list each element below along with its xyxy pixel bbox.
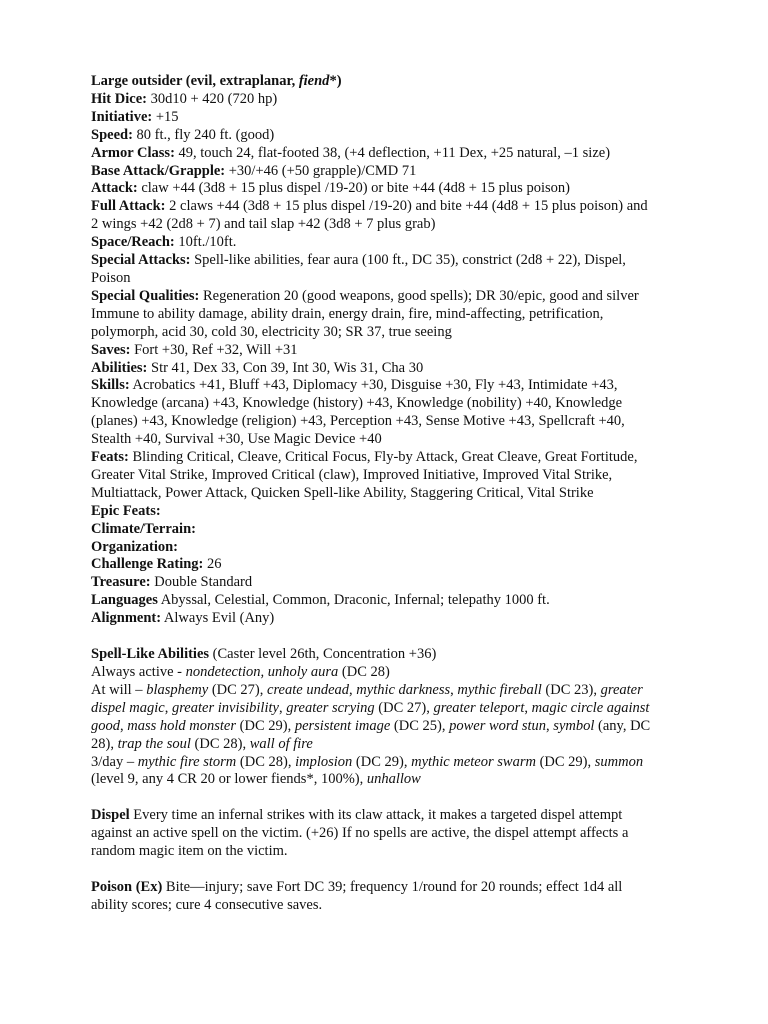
spell-text: (any, DC (594, 717, 651, 734)
spell-name: symbol (553, 717, 595, 734)
poison-line-2: ability scores; cure 4 consecutive saves. (91, 896, 323, 913)
special-attacks-line (91, 252, 681, 270)
spell-text: (DC 23), (541, 681, 601, 698)
spell-like-heading (91, 646, 681, 664)
abilities-value: Str 41, Dex 33, Con 39, Int 30, Wis 31, Cha 30 (147, 359, 424, 376)
spell-text: (DC 29), (535, 753, 595, 770)
special-attacks-value: Spell-like abilities, fear aura (100 ft., DC 35), constrict (2d8 + 22), Dispel, (190, 252, 626, 269)
spell-name: mythic darkness (356, 681, 451, 698)
special-qualities-line-2: Immune to ability damage, ability drain, energy drain, fire, mind-affecting, petrification, (91, 305, 604, 322)
base-attack-line (91, 163, 681, 181)
spell-text: At will – (91, 681, 147, 698)
spell-name: good (91, 717, 120, 734)
spell-name: summon (594, 753, 644, 770)
stat-block (91, 73, 681, 915)
special-qualities-line (91, 288, 681, 306)
saves-value: Fort +30, Ref +32, Will +31 (130, 341, 298, 358)
initiative-line (91, 109, 681, 127)
section-spacer (91, 789, 681, 807)
space-reach-line (91, 234, 681, 252)
languages-value: Abyssal, Celestial, Common, Draconic, Infernal; telepathy 1000 ft. (157, 592, 550, 609)
spell-name: unhallow (366, 771, 421, 788)
attack-value: claw +44 (3d8 + 15 plus dispel /19-20) or bite +44 (4d8 + 15 plus poison) (137, 180, 570, 197)
base-attack-label: Base Attack/Grapple: (91, 162, 226, 179)
feats-line-2: Greater Vital Strike, Improved Critical (claw), Improved Initiative, Improved Vital Strike, (91, 466, 613, 483)
spell-name: power word stun (449, 717, 547, 734)
saves-label: Saves: (91, 341, 131, 358)
saves-line (91, 342, 681, 360)
organization-label: Organization: (91, 538, 178, 555)
at-will-line-3 (91, 718, 681, 736)
hit-dice-value: 30d10 + 420 (720 hp) (146, 90, 278, 107)
full-attack-line-2: 2 wings +42 (2d8 + 7) and tail slap +42 (3d8 + 7 plus grab) (91, 216, 436, 233)
spell-name: greater invisibility (171, 699, 279, 716)
spell-name: mythic fire storm (137, 753, 237, 770)
always-active-prefix: Always active - (91, 664, 186, 680)
special-qualities-label: Special Qualities: (91, 287, 200, 304)
spell-text: , (120, 717, 128, 734)
initiative-label: Initiative: (91, 108, 153, 125)
abilities-label: Abilities: (91, 359, 148, 376)
full-attack-label: Full Attack: (91, 198, 166, 215)
spell-text: (level 9, any 4 CR 20 or lower fiends*, 100%), (91, 771, 367, 788)
alignment-label: Alignment: (91, 610, 162, 627)
creature-type-subtype: fiend (298, 73, 330, 89)
three-per-day-line-1 (91, 754, 681, 772)
poison-line (91, 879, 681, 897)
spell-like-caster: (Caster level 26th, Concentration +36) (209, 646, 437, 663)
spell-text: , (450, 681, 458, 698)
armor-class-label: Armor Class: (91, 144, 175, 161)
epic-feats-label: Epic Feats: (91, 502, 161, 519)
spell-text: (DC 27), (374, 699, 434, 716)
speed-value: 80 ft., fly 240 ft. (good) (132, 126, 275, 143)
feats-label: Feats: (91, 449, 129, 466)
three-per-day-line-2 (91, 771, 681, 789)
spell-text: (DC 27), (208, 681, 268, 698)
skills-line (91, 377, 681, 395)
treasure-value: Double Standard (150, 574, 253, 591)
skills-line-4: Stealth +40, Survival +30, Use Magic Device +40 (91, 431, 382, 448)
base-attack-value: +30/+46 (+50 grapple)/CMD 71 (225, 162, 417, 179)
spell-like-label: Spell-Like Abilities (91, 646, 210, 663)
feats-value: Blinding Critical, Cleave, Critical Focus, Fly-by Attack, Great Cleave, Great Fortitude, (128, 449, 638, 466)
poison-label: Poison (Ex) (91, 879, 163, 896)
creature-type (91, 73, 681, 91)
spell-name: greater scrying (286, 699, 375, 716)
attack-label: Attack: (91, 180, 138, 197)
at-will-line-1 (91, 682, 681, 700)
special-qualities-line-3: polymorph, acid 30, cold 30, electricity 30; SR 37, true seeing (91, 323, 452, 340)
spell-name: mass hold monster (127, 717, 237, 734)
spell-name: mythic meteor swarm (411, 753, 536, 770)
spell-name: greater (600, 681, 643, 698)
spell-text: (DC 28), (190, 735, 250, 752)
special-qualities-value: Regeneration 20 (good weapons, good spells); DR 30/epic, good and silver (199, 287, 639, 304)
dispel-line (91, 807, 681, 825)
full-attack-line (91, 198, 681, 216)
space-reach-value: 10ft./10ft. (174, 234, 237, 251)
space-reach-label: Space/Reach: (91, 234, 175, 251)
feats-line (91, 449, 681, 467)
skills-line-2: Knowledge (arcana) +43, Knowledge (history) +43, Knowledge (nobility) +40, Knowledge (91, 395, 623, 412)
creature-type-prefix: Large outsider (evil, extraplanar, (91, 73, 299, 89)
dispel-text: Every time an infernal strikes with its claw attack, it makes a targeted dispel attempt (129, 807, 623, 824)
spell-name: create undead (267, 681, 350, 698)
special-attacks-label: Special Attacks: (91, 252, 191, 269)
creature-type-suffix: *) (329, 73, 342, 89)
at-will-line-4 (91, 736, 681, 754)
speed-line (91, 127, 681, 145)
spell-name: mythic fireball (457, 681, 542, 698)
hit-dice-line (91, 91, 681, 109)
always-active-line (91, 664, 681, 682)
alignment-value: Always Evil (Any) (161, 610, 275, 627)
spell-text: , (546, 717, 554, 734)
spell-name: dispel magic (91, 699, 165, 716)
challenge-rating-label: Challenge Rating: (91, 556, 204, 573)
always-active-spells: nondetection, unholy aura (185, 664, 339, 680)
dispel-label: Dispel (91, 807, 130, 824)
spell-text: , (278, 699, 287, 716)
spell-text: 3/day – (91, 753, 138, 770)
treasure-line (91, 574, 681, 592)
special-attacks-line-2: Poison (91, 269, 131, 286)
spell-name: implosion (295, 753, 353, 770)
spell-name: wall of fire (249, 735, 313, 752)
initiative-value: +15 (152, 108, 179, 125)
challenge-rating-value: 26 (203, 556, 222, 573)
poison-text: Bite—injury; save Fort DC 39; frequency 1/round for 20 rounds; effect 1d4 all (162, 879, 623, 896)
spell-name: magic circle against (531, 699, 650, 716)
at-will-line-2 (91, 700, 681, 718)
languages-line (91, 592, 681, 610)
spell-text: , (164, 699, 172, 716)
spell-name: persistent image (294, 717, 391, 734)
armor-class-line (91, 145, 681, 163)
abilities-line (91, 360, 681, 378)
dispel-line-2: against an active spell on the victim. (+26) If no spells are active, the dispel attempt affects a (91, 825, 629, 842)
section-spacer (91, 861, 681, 879)
spell-text: (DC 29), (352, 753, 412, 770)
skills-value: Acrobatics +41, Bluff +43, Diplomacy +30, Disguise +30, Fly +43, Intimidate +43, (129, 377, 618, 394)
dispel-line-3: random magic item on the victim. (91, 843, 288, 860)
languages-label: Languages (91, 592, 158, 609)
spell-name: trap the soul (117, 735, 191, 752)
spell-text: , (524, 699, 532, 716)
section-spacer (91, 628, 681, 646)
full-attack-value: 2 claws +44 (3d8 + 15 plus dispel /19-20) and bite +44 (4d8 + 15 plus poison) and (165, 198, 648, 215)
spell-text: , (349, 681, 357, 698)
treasure-label: Treasure: (91, 574, 151, 591)
armor-class-value: 49, touch 24, flat-footed 38, (+4 deflection, +11 Dex, +25 natural, –1 size) (174, 144, 611, 161)
spell-text: 28), (91, 735, 118, 752)
spell-text: (DC 28), (236, 753, 296, 770)
climate-terrain-label: Climate/Terrain: (91, 520, 196, 537)
spell-text: (DC 29), (236, 717, 295, 734)
speed-label: Speed: (91, 126, 133, 143)
skills-label: Skills: (91, 377, 130, 394)
alignment-line (91, 610, 681, 628)
challenge-rating-line (91, 556, 681, 574)
spell-text: (DC 25), (390, 717, 450, 734)
hit-dice-label: Hit Dice: (91, 90, 147, 107)
feats-line-3: Multiattack, Power Attack, Quicken Spell-like Ability, Staggering Critical, Vital Strike (91, 484, 594, 501)
spell-name: greater teleport (433, 699, 525, 716)
spell-name: blasphemy (146, 681, 209, 698)
skills-line-3: (planes) +43, Knowledge (religion) +43, Perception +43, Sense Motive +43, Spellcraft +40, (91, 413, 625, 430)
attack-line (91, 180, 681, 198)
always-active-dc: (DC 28) (338, 664, 390, 680)
